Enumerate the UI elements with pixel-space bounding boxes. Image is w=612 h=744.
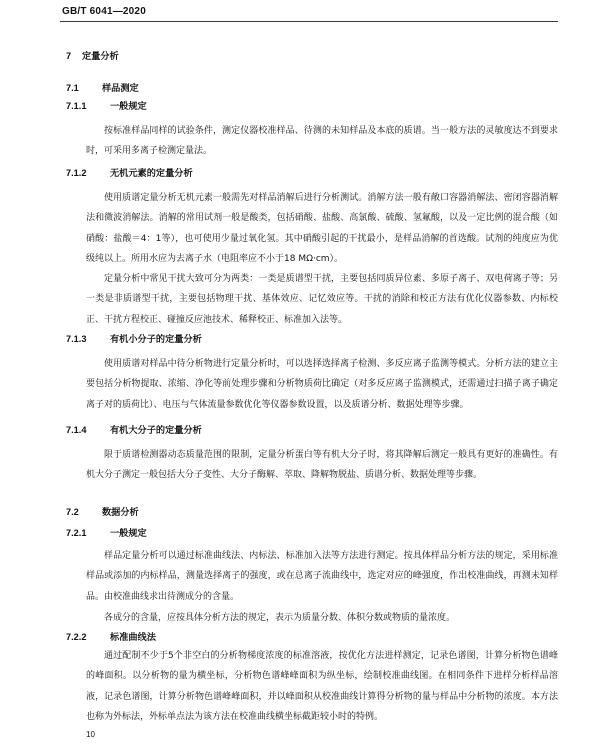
section-title: 标准曲线法 bbox=[110, 632, 156, 643]
section-heading-7-1-1 bbox=[66, 100, 147, 113]
section-heading-7-1-4 bbox=[66, 424, 202, 437]
section-title: 有机小分子的定量分析 bbox=[110, 334, 202, 345]
paragraph: 定量分析中常见干扰大致可分为两类：一类是质谱型干扰，主要包括同质异位素、多原子离子、双电荷离子等；另一类是非质谱型干扰，主要包括物理干扰、基体效应、记忆效应等。干扰的消除和校正方法有优化仪器参数、内标校正、干扰方程校正、碰撞反应池技术、稀释校正、标准加入法等。 bbox=[86, 274, 558, 325]
section-title: 一般规定 bbox=[110, 528, 147, 539]
section-number: 7.2.1 bbox=[66, 528, 87, 538]
doc-code: GB/T 6041—2020 bbox=[62, 6, 146, 17]
section-heading-7-2 bbox=[66, 506, 139, 519]
section-title: 一般规定 bbox=[110, 101, 147, 112]
section-number: 7.1 bbox=[66, 83, 79, 93]
section-title: 数据分析 bbox=[102, 507, 139, 518]
paragraph: 限于质谱检测器动态质量范围的限制，定量分析蛋白等有机大分子时，将其降解后测定一般具有更好的准确性。有机大分子测定一般包括大分子变性、大分子酶解、萃取、降解物脱盐、质谱分析、数据处理等步骤。 bbox=[86, 450, 558, 481]
paragraph: 使用质谱对样品中待分析物进行定量分析时，可以选择选择离子检测、多反应离子监测等模式。分析方法的建立主要包括分析物提取、浓缩、净化等前处理步骤和分析物质荷比确定（对多反应离子监测模式，还需通过扫描子离子确定离子对的质荷比）、电压与气体流量参数优化等仪器参数设置，以及质谱分析、数据处理等步骤。 bbox=[86, 359, 558, 410]
section-number: 7.2.2 bbox=[66, 632, 87, 642]
section-title: 无机元素的定量分析 bbox=[110, 168, 193, 179]
paragraph: 样品定量分析可以通过标准曲线法、内标法、标准加入法等方法进行测定。按具体样品分析方法的规定，采用标准样品或添加的内标样品，测量选择离子的强度，或在总离子流曲线中，选定对应的峰强度，作出校准曲线，再测未知样品。由校准曲线求出待测成分的含量。 bbox=[86, 551, 558, 602]
section-title: 定量分析 bbox=[82, 51, 119, 62]
paragraph: 使用质谱定量分析无机元素一般需先对样品消解后进行分析测试。消解方法一般有敞口容器消解法、密闭容器消解法和微波消解法。消解的常用试剂一般是酸类，包括硝酸、盐酸、高氯酸、硫酸、氢氟酸，以及一定比例的混合酸（如硝酸：盐酸＝4：1等），也可使用少量过氧化氢。其中硝酸引起的干扰最小，是样品消解的首选酸。试剂的纯度应为优级纯以上。所用水应为去离子水（电阻率应不小于18 MΩ·cm）。 bbox=[86, 193, 558, 264]
section-title: 有机大分子的定量分析 bbox=[110, 425, 202, 436]
section-number: 7.1.2 bbox=[66, 168, 87, 178]
section-number: 7 bbox=[66, 51, 72, 61]
section-title: 样品测定 bbox=[102, 83, 139, 94]
section-heading-7 bbox=[66, 50, 119, 63]
section-heading-7-2-2 bbox=[66, 631, 156, 644]
section-number: 7.1.1 bbox=[66, 101, 87, 111]
paragraph: 通过配制不少于5个非空白的分析物梯度浓度的标准溶液，按优化方法进样测定，记录色谱图，计算分析物色谱峰的峰面积。以分析物的量为横坐标，分析物色谱峰峰面积为纵坐标，绘制校准曲线图。在相同条件下进样分析样品溶液，记录色谱图，计算分析物色谱峰峰面积，并以峰面积从校准曲线计算得分析物的量与样品中分析物的浓度。本方法也称为外标法，外标单点法为该方法在校准曲线横坐标截距较小时的特例。 bbox=[86, 651, 558, 722]
paragraph: 各成分的含量，应按具体分析方法的规定，表示为质量分数、体积分数或物质的量浓度。 bbox=[104, 613, 456, 623]
header-rule bbox=[60, 21, 558, 22]
section-heading-7-1-3 bbox=[66, 333, 202, 346]
section-number: 7.2 bbox=[66, 507, 79, 517]
section-number: 7.1.3 bbox=[66, 334, 87, 344]
section-number: 7.1.4 bbox=[66, 425, 87, 435]
section-heading-7-2-1 bbox=[66, 527, 147, 540]
page-number: 10 bbox=[86, 730, 95, 739]
section-heading-7-1-2 bbox=[66, 167, 193, 180]
section-heading-7-1 bbox=[66, 82, 139, 95]
paragraph: 按标准样品同样的试验条件，测定仪器校准样品、待测的未知样品及本底的质谱。当一般方法的灵敏度达不到要求时，可采用多离子检测定量法。 bbox=[86, 126, 558, 157]
